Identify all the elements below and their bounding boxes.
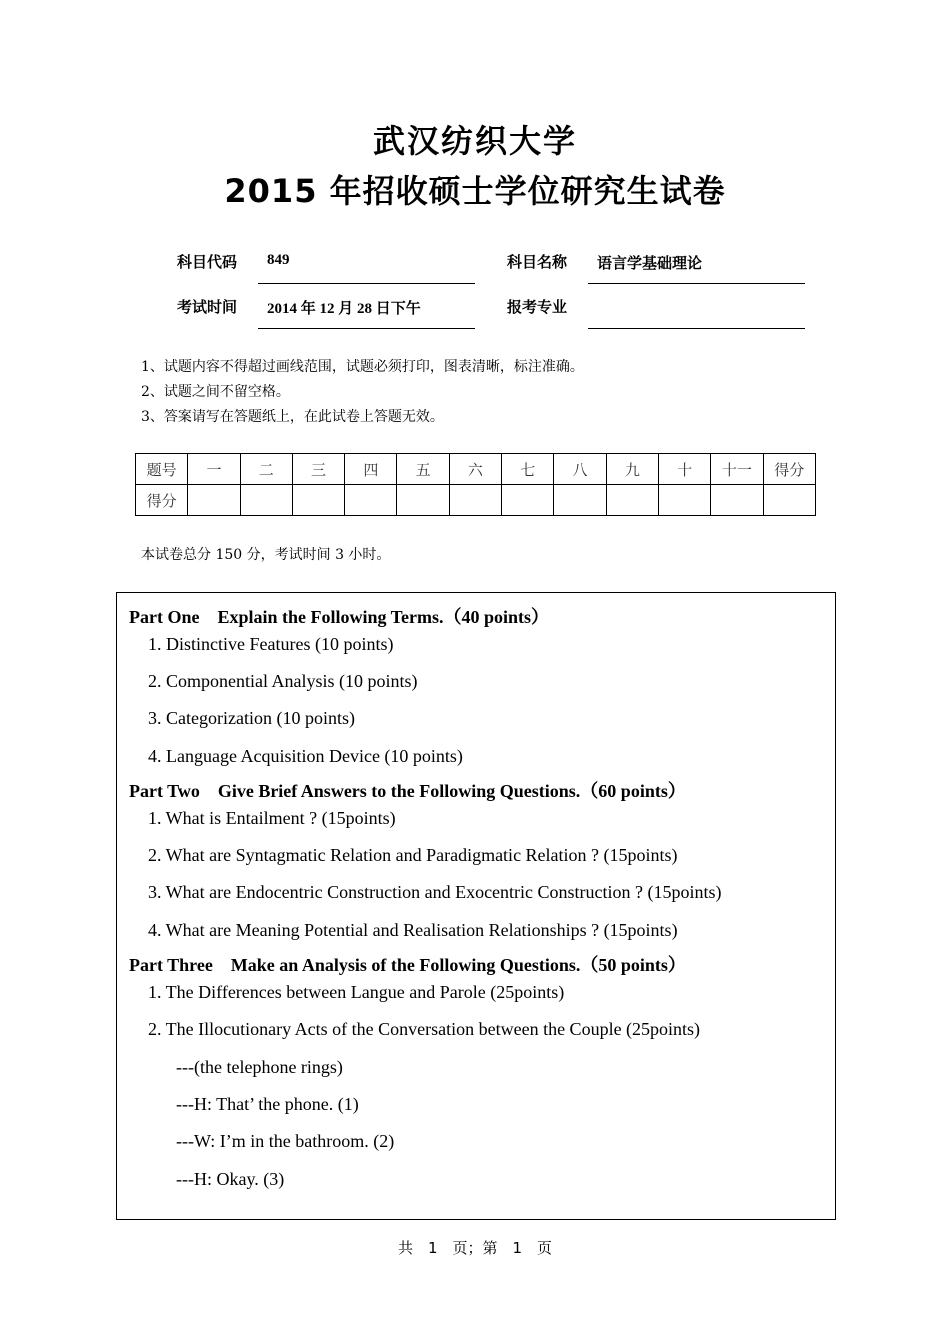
- question-item: 2. What are Syntagmatic Relation and Paradigmatic Relation ? (15points): [148, 845, 678, 865]
- score-cell: [502, 485, 554, 516]
- exam-time-underline: [258, 328, 475, 329]
- exam-title: 2015 年招收硕士学位研究生试卷: [224, 172, 726, 210]
- score-table: [135, 453, 816, 516]
- question-item: 4. Language Acquisition Device (10 points): [148, 746, 463, 766]
- subject-code-value: 849: [267, 252, 290, 268]
- score-cell: [397, 485, 449, 516]
- header-cell: 八: [554, 454, 606, 485]
- dialogue-line: ---H: That’ the phone. (1): [176, 1094, 359, 1114]
- score-cell: [345, 485, 397, 516]
- question-item: 1. What is Entailment ? (15points): [148, 808, 396, 828]
- part-two-title: Part Two Give Brief Answers to the Following Questions.（60 points）: [129, 781, 686, 801]
- score-cell: [658, 485, 710, 516]
- major-underline: [588, 328, 805, 329]
- question-item: 1. Distinctive Features (10 points): [148, 634, 394, 654]
- header-cell: 三: [292, 454, 344, 485]
- dialogue-line: ---W: I’m in the bathroom. (2): [176, 1131, 395, 1151]
- header-cell: 九: [606, 454, 658, 485]
- question-box: [116, 592, 836, 1220]
- instruction-item: 3、答案请写在答题纸上，在此试卷上答题无效。: [141, 409, 444, 425]
- dialogue-line: ---H: Okay. (3): [176, 1169, 285, 1189]
- subject-name-label: 科目名称: [507, 253, 568, 271]
- instruction-item: 1、试题内容不得超过画线范围，试题必须打印，图表清晰，标注准确。: [141, 359, 584, 375]
- score-table-score-row: [136, 485, 816, 516]
- page-footer: 共 1 页；第 1 页: [397, 1239, 553, 1257]
- header-cell: 六: [449, 454, 501, 485]
- header-cell: 十: [658, 454, 710, 485]
- instructions: [141, 355, 584, 430]
- header-cell: 七: [502, 454, 554, 485]
- header-cell: 十一: [711, 454, 763, 485]
- exam-time-value: 2014 年 12 月 28 日下午: [267, 301, 421, 317]
- part-one-title: Part One Explain the Following Terms.（40 points）: [129, 607, 550, 627]
- exam-time-label: 考试时间: [177, 298, 238, 316]
- question-item: 3. What are Endocentric Construction and Exocentric Construction ? (15points): [148, 882, 722, 902]
- subject-code-label: 科目代码: [177, 253, 238, 271]
- score-cell: [240, 485, 292, 516]
- score-cell: [711, 485, 763, 516]
- header-cell: 一: [188, 454, 240, 485]
- score-table-header-row: [136, 454, 816, 485]
- subject-name-underline: [588, 283, 805, 284]
- header-cell: 得分: [763, 454, 815, 485]
- question-item: 2. Componential Analysis (10 points): [148, 671, 418, 691]
- row-label-cell: 得分: [136, 485, 188, 516]
- part-three-title: Part Three Make an Analysis of the Following Questions.（50 points）: [129, 955, 686, 975]
- score-cell: [292, 485, 344, 516]
- score-cell: [606, 485, 658, 516]
- question-item: 2. The Illocutionary Acts of the Conversation between the Couple (25points): [148, 1019, 701, 1039]
- instruction-item: 2、试题之间不留空格。: [141, 384, 290, 400]
- header-cell: 二: [240, 454, 292, 485]
- subject-name-value: 语言学基础理论: [597, 256, 703, 272]
- header-cell: 五: [397, 454, 449, 485]
- university-title: 武汉纺织大学: [372, 122, 577, 160]
- score-cell: [188, 485, 240, 516]
- subject-code-underline: [258, 283, 475, 284]
- dialogue-line: ---(the telephone rings): [176, 1057, 343, 1077]
- header-cell: 四: [345, 454, 397, 485]
- score-cell: [763, 485, 815, 516]
- question-item: 4. What are Meaning Potential and Realisation Relationships ? (15points): [148, 920, 678, 940]
- question-item: 1. The Differences between Langue and Parole (25points): [148, 982, 565, 1002]
- question-item: 3. Categorization (10 points): [148, 708, 355, 728]
- header-cell: 题号: [136, 454, 188, 485]
- major-label: 报考专业: [507, 298, 568, 316]
- score-cell: [449, 485, 501, 516]
- score-cell: [554, 485, 606, 516]
- total-score-note: 本试卷总分 150 分，考试时间 3 小时。: [141, 547, 391, 563]
